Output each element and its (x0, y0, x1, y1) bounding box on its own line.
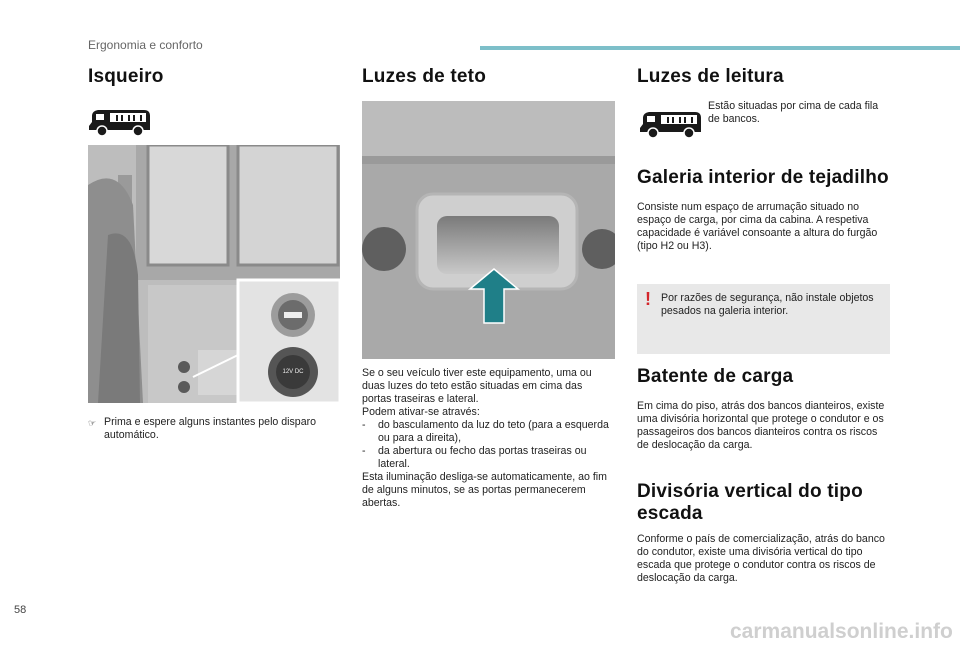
ceiling-light-photo (362, 101, 615, 359)
roof-gallery-text: Consiste num espaço de arrumação situado no espaço de carga, por cima da cabina. A respetiva capacidade é variável consoante a altura do furgão (tipo H2 ou H3). (637, 201, 878, 252)
load-stop-text: Em cima do piso, atrás dos bancos dianteiros, existe uma divisória horizontal que protege o condutor e os passageiros dos bancos dianteiros contra os riscos de deslocação da carga. (637, 400, 885, 451)
ceiling-lights-title: Luzes de teto (362, 66, 487, 87)
watermark: carmanualsonline.info (730, 620, 953, 643)
lighter-photo (88, 145, 340, 403)
page-number: 58 (14, 604, 27, 616)
ladder-partition-text: Conforme o país de comercialização, atrás do banco do condutor, existe uma divisória vertical do tipo escada que protege o condutor contra os riscos de deslocação da carga. (637, 533, 885, 584)
running-header: Ergonomia e conforto (88, 38, 203, 52)
van-icon (88, 106, 154, 138)
load-stop-title: Batente de carga (637, 366, 794, 387)
reading-lights-title: Luzes de leitura (637, 66, 784, 87)
van-icon (639, 108, 705, 140)
list-item: - do basculamento da luz do teto (para a esquerda ou para a direita), (362, 419, 609, 444)
ceiling-lights-outro: Esta iluminação desliga-se automaticamente, ao fim de alguns minutos, se as portas permanecerem abertas. (362, 471, 607, 509)
ladder-partition-title: Divisória vertical do tipo escada (637, 481, 863, 524)
list-item: - da abertura ou fecho das portas traseiras ou lateral. (362, 445, 587, 470)
lighter-instruction-text: Prima e espere alguns instantes pelo disparo automático. (104, 416, 316, 441)
socket-label: 12V DC (282, 369, 304, 375)
lighter-instruction (88, 416, 338, 442)
header-accent-bar (480, 46, 960, 50)
reading-lights-text: Estão situadas por cima de cada fila de bancos. (708, 100, 879, 125)
warning-text: Por razões de segurança, não instale objetos pesados na galeria interior. (661, 292, 874, 317)
warning-icon: ! (645, 289, 651, 309)
ceiling-lights-intro: Se o seu veículo tiver este equipamento, uma ou duas luzes do teto estão situadas em cima das portas traseiras e lateral. (362, 367, 592, 405)
finger-pointer-icon: ☞ (88, 418, 97, 428)
ceiling-lights-activation: Podem ativar-se através: (362, 406, 480, 418)
lighter-title: Isqueiro (88, 66, 164, 87)
ceiling-lights-body (362, 367, 612, 510)
roof-gallery-title: Galeria interior de tejadilho (637, 167, 889, 188)
